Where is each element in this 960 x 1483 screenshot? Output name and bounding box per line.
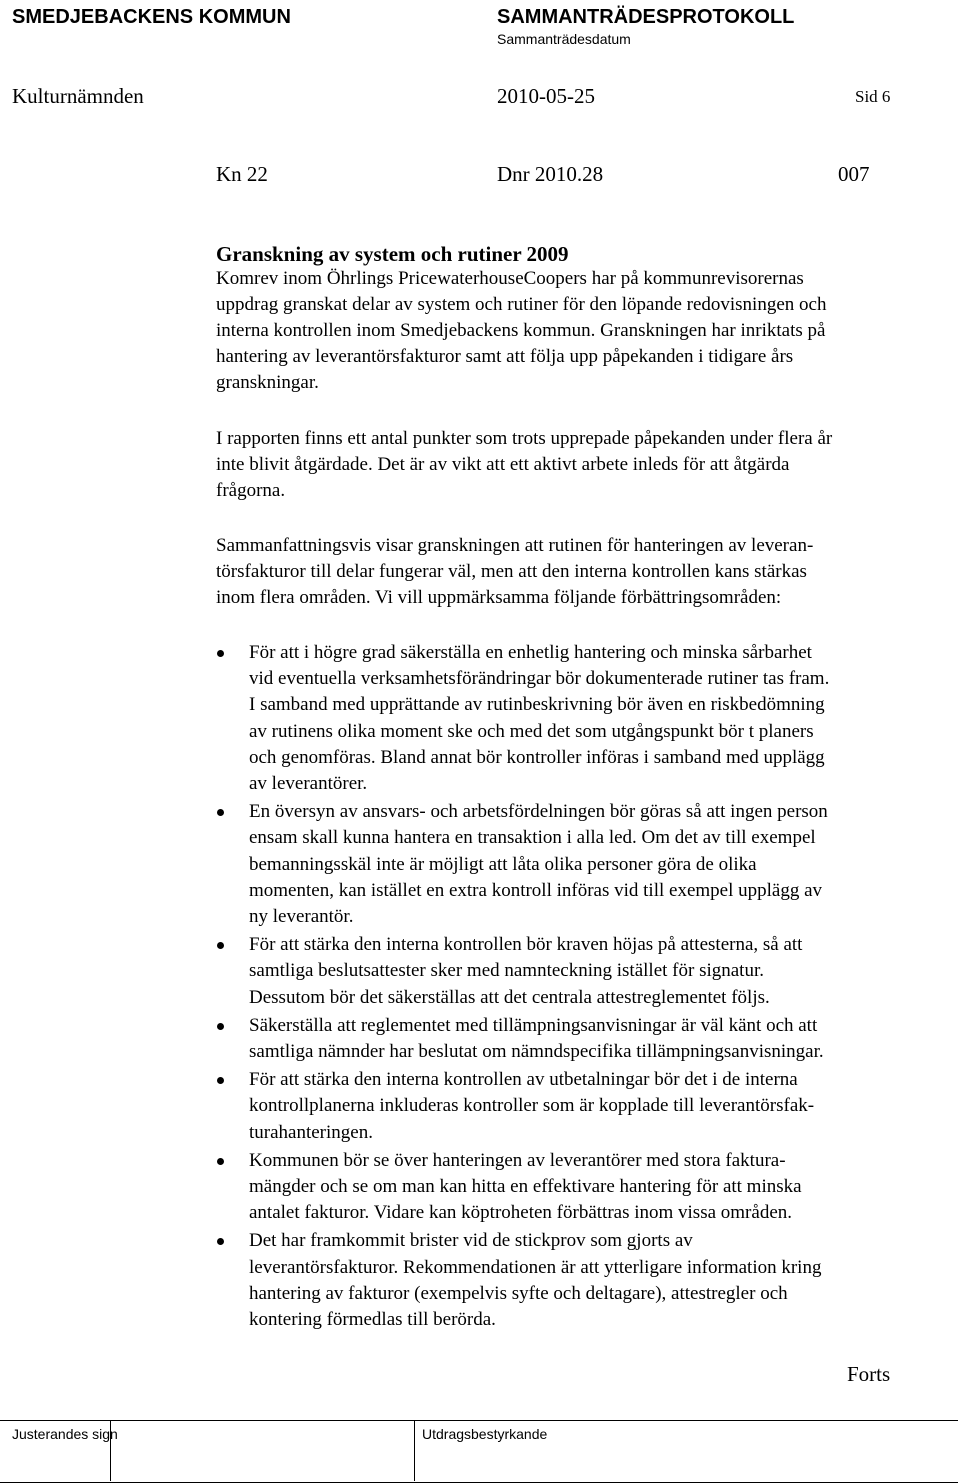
signature-label: Justerandes sign bbox=[12, 1426, 118, 1442]
case-kn: Kn 22 bbox=[216, 162, 268, 186]
page-number: Sid 6 bbox=[855, 87, 891, 106]
case-dnr: Dnr 2010.28 bbox=[497, 162, 604, 186]
bullet-icon bbox=[217, 1023, 224, 1030]
list-item-text: En översyn av ansvars- och arbetsfördelningen bör göras så att ingen person ensam skall kunna hantera en transaktion i alla led. Om det av till exempel bemanningsskäl inte är möjligt att låta olika personer göra de olika momenten, kan istället en extra kontroll införas vid till exempel upplägg av ny leverantör. bbox=[249, 801, 828, 928]
document-type: SAMMANTRÄDESPROTOKOLL bbox=[497, 6, 795, 28]
list-item bbox=[216, 799, 956, 930]
footer-cell-signature-space bbox=[110, 1420, 415, 1481]
bullet-icon bbox=[217, 1158, 224, 1165]
extract-label: Utdragsbestyrkande bbox=[422, 1426, 548, 1442]
bullet-icon bbox=[217, 942, 224, 949]
list-item bbox=[216, 932, 956, 1011]
list-item-text: För att i högre grad säkerställa en enhetlig hantering och minska sårbarhet vid eventuella verksamhetsförändringar bör dokumenterade rutiner tas fram. I samband med upprättande av rutinbeskrivning bör även en riskbedömning av rutinens olika moment ske och med det som utgångspunkt bör t planers och genomföras. Bland annat bör kontroller införas i samband med upplägg av leverantörer. bbox=[249, 642, 830, 795]
committee-name: Kulturnämnden bbox=[12, 84, 144, 108]
list-item-text: Kommunen bör se över hanteringen av leverantörer med stora faktura- mängder och se om man kan hitta en effektivare hantering för att minska antalet fakturor. Vidare kan köptroheten förbättras inom vissa områden. bbox=[249, 1149, 802, 1224]
improvement-list bbox=[216, 640, 956, 1335]
bullet-icon bbox=[217, 809, 224, 816]
list-item bbox=[216, 1228, 956, 1333]
paragraph-report: I rapporten finns ett antal punkter som trots upprepade påpekanden under flera år inte blivit åtgärdade. Det är av vikt att ett aktivt arbete inleds för att åtgärda frågorna. bbox=[216, 428, 833, 501]
list-item-text: För att stärka den interna kontrollen av utbetalningar bör det i de interna kontrollplanerna inkluderas kontroller som är kopplade till leverantörsfak- turahanteringen. bbox=[249, 1069, 815, 1143]
list-item bbox=[216, 1067, 956, 1146]
organization-name: SMEDJEBACKENS KOMMUN bbox=[12, 6, 291, 28]
bullet-icon bbox=[217, 650, 224, 657]
list-item-text: Säkerställa att reglementet med tillämpningsanvisningar är väl känt och att samtliga nämnder har beslutat om nämndspecifika tillämpningsanvisningar. bbox=[249, 1014, 824, 1063]
list-item-text: Det har framkommit brister vid de stickprov som gjorts av leverantörsfakturor. Rekommendationen är att ytterligare information kring hantering av fakturor (exempelvis syfte och deltagare), attestregler och kontering förmedlas till berörda. bbox=[249, 1230, 822, 1331]
list-item-text: För att stärka den interna kontrollen bör kraven höjas på attesterna, så att samtliga beslutsattester sker med namnteckning istället för signatur. Dessutom bör det säkerställas att det centrala attestreglementet följs. bbox=[249, 934, 803, 1008]
bullet-icon bbox=[217, 1077, 224, 1084]
bullet-icon bbox=[217, 1238, 224, 1245]
case-number: 007 bbox=[838, 162, 870, 186]
meeting-date-label: Sammanträdesdatum bbox=[497, 31, 631, 47]
list-item bbox=[216, 1148, 956, 1227]
paragraph-intro: Komrev inom Öhrlings PricewaterhouseCoopers har på kommunrevisorernas uppdrag granskat delar av system och rutiner för den löpande redovisningen och interna kontrollen inom Smedjebackens kommun. Granskningen har inriktats på hantering av leverantörsfakturor samt att följa upp påpekanden i tidigare års granskningar. bbox=[216, 268, 827, 393]
section-title: Granskning av system och rutiner 2009 bbox=[216, 242, 569, 266]
paragraph-summary: Sammanfattningsvis visar granskningen att rutinen för hanteringen av leveran- törsfakturor till delar fungerar väl, men att den interna kontrollen kans stärkas inom flera områden. Vi vill uppmärksamma följande förbättringsområden: bbox=[216, 535, 814, 608]
signature-footer bbox=[0, 1420, 960, 1482]
list-item bbox=[216, 1013, 956, 1065]
list-item bbox=[216, 640, 956, 797]
meeting-date: 2010-05-25 bbox=[497, 84, 595, 108]
continuation-note: Forts bbox=[847, 1362, 891, 1386]
